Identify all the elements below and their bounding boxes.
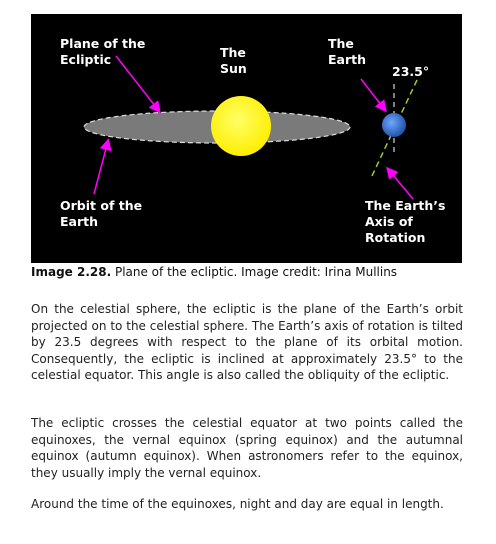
- caption-label: Image 2.28.: [31, 265, 112, 279]
- caption-text: Plane of the ecliptic. Image credit: Irina Mullins: [111, 265, 398, 279]
- sun-shape: [211, 96, 271, 156]
- arrow-earth: [361, 79, 385, 110]
- earth-shape: [382, 113, 406, 137]
- ecliptic-diagram: [31, 14, 462, 263]
- paragraph-day-night: Around the time of the equinoxes, night and day are equal in length.: [31, 497, 444, 511]
- label-orbit: Orbit of the Earth: [60, 198, 143, 229]
- arrow-orbit: [94, 141, 108, 194]
- paragraph-ecliptic-definition: On the celestial sphere, the ecliptic is the plane of the Earth’s orbit projected on to the celestial sphere. The Earth’s axis of rotation is tilted by 23.5 degrees with respect to the plane of its orbital motion. Consequently, the ecliptic is inclined at approximately 23.5° to the celestial equator. This angle is also called the obliquity of the ecliptic.: [31, 302, 463, 382]
- paragraph-equinoxes: The ecliptic crosses the celestial equator at two points called the equinoxes, the vernal equinox (spring equinox) and the autumnal equinox (autumn equinox). When astronomers refer to the equinox, they usually imply the vernal equinox.: [31, 416, 463, 480]
- label-earth: The Earth: [328, 36, 367, 67]
- label-angle: 23.5°: [392, 64, 430, 79]
- arrow-axis: [388, 169, 413, 199]
- label-plane-of-ecliptic: Plane of the Ecliptic: [60, 36, 146, 67]
- label-axis-of-rotation: The Earth’s Axis of Rotation: [365, 198, 446, 245]
- figure-caption: [31, 265, 471, 280]
- label-sun: The Sun: [220, 45, 247, 76]
